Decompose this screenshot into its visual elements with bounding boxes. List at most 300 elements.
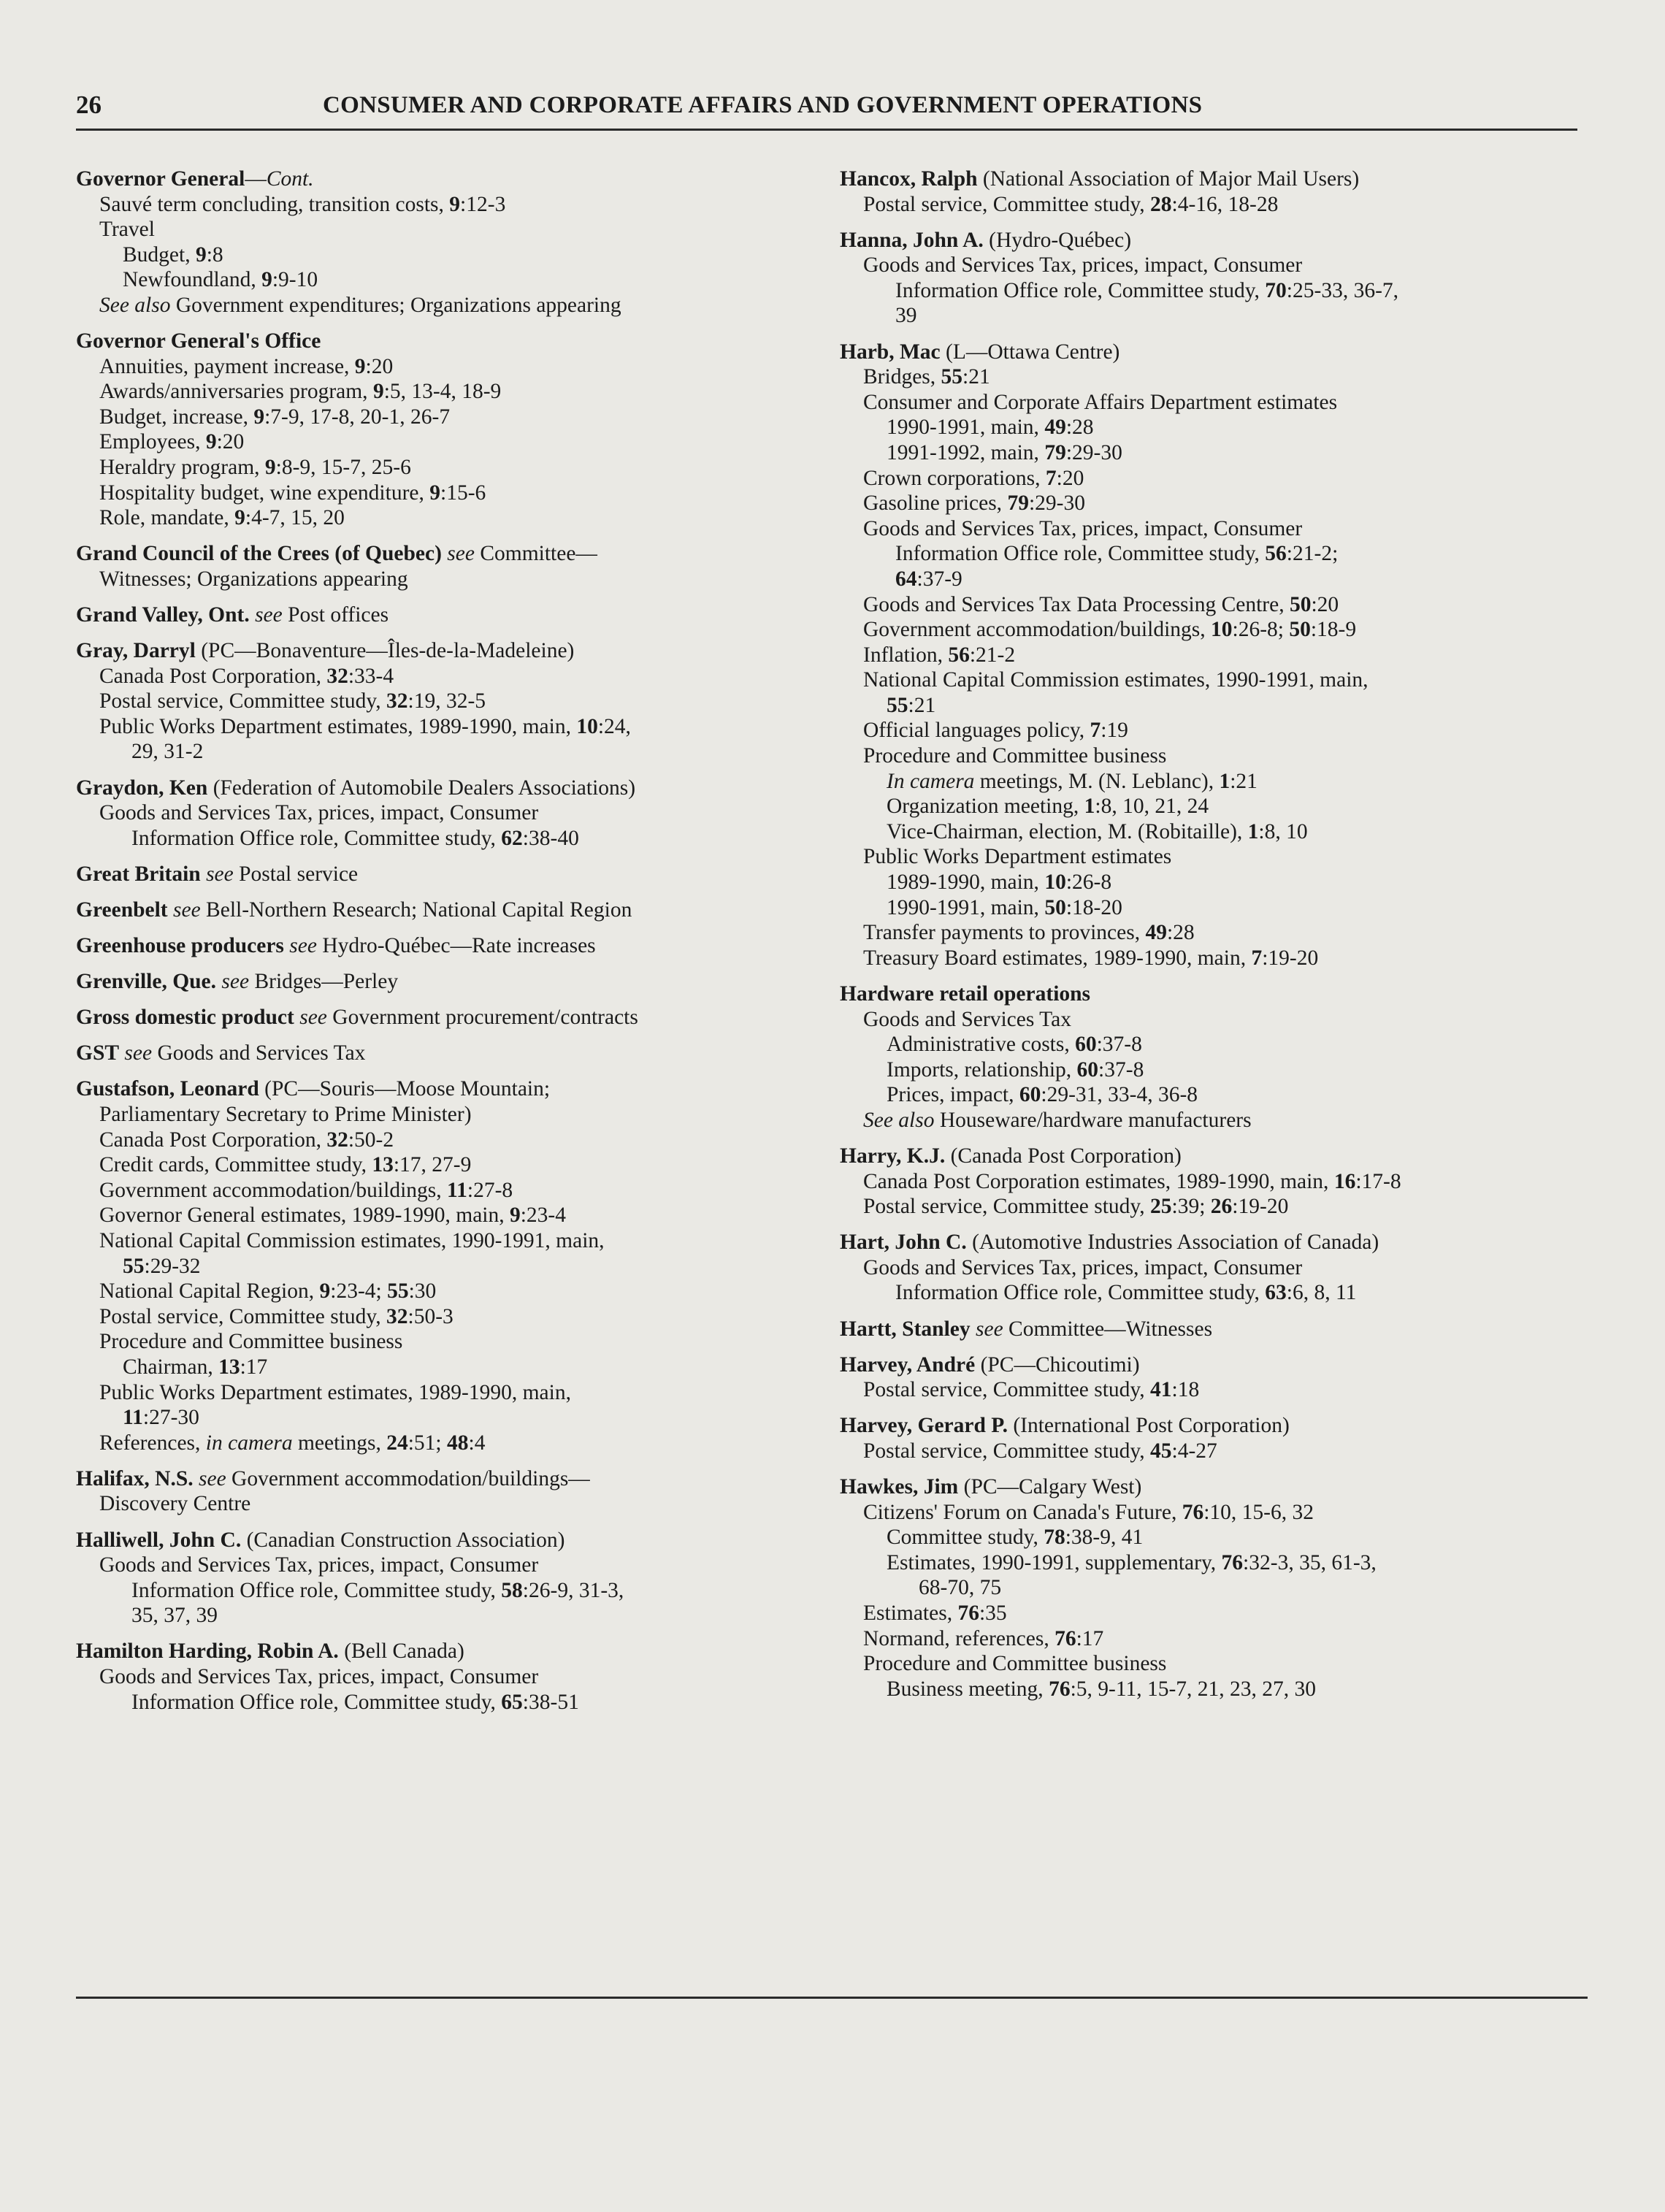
- entry-heading-line: [76, 329, 806, 354]
- text-run: Official languages policy,: [863, 719, 1090, 743]
- text-run: :17: [240, 1355, 268, 1379]
- entry-subline: [76, 505, 806, 531]
- text-run: Goods and Services Tax, prices, impact, Consumer: [863, 253, 1303, 278]
- text-run: (Canada Post Corporation): [945, 1144, 1182, 1168]
- bold-text: 79: [1007, 491, 1029, 516]
- text-run: :7-9, 17-8, 20-1, 26-7: [264, 405, 451, 429]
- entry-subline: [840, 1255, 1570, 1281]
- entry-subline: [840, 1651, 1570, 1677]
- entry-subline: [76, 1128, 806, 1153]
- bold-text: Greenhouse producers: [76, 934, 284, 958]
- text-run: :27-30: [142, 1406, 199, 1430]
- text-run: :30: [408, 1279, 437, 1304]
- bold-text: 50: [1289, 618, 1311, 642]
- entry-subline: [840, 1194, 1570, 1220]
- text-run: Public Works Department estimates, 1989-1990, main,: [99, 1380, 571, 1404]
- italic-text: See also: [99, 293, 171, 317]
- text-run: :19, 32-5: [407, 689, 486, 713]
- entry-subline: [76, 1254, 806, 1279]
- text-run: :8, 10, 21, 24: [1095, 795, 1209, 819]
- entry-subline: [840, 1439, 1570, 1464]
- entry-subline: [76, 1491, 806, 1517]
- text-run: :17-8: [1355, 1169, 1401, 1193]
- index-entry: [76, 1041, 806, 1066]
- text-run: Government accommodation/buildings,: [863, 618, 1212, 642]
- entry-subline: [840, 819, 1570, 845]
- bold-text: Graydon, Ken: [76, 776, 208, 800]
- bold-text: Gray, Darryl: [76, 639, 196, 663]
- entry-subline: [840, 617, 1570, 643]
- text-run: :28: [1065, 416, 1094, 440]
- text-run: :32-3, 35, 61-3,: [1243, 1550, 1377, 1574]
- index-entry: [76, 898, 806, 923]
- text-run: :9-10: [272, 268, 318, 292]
- text-run: :21: [962, 365, 990, 389]
- text-run: :20: [216, 430, 245, 454]
- bold-text: 76: [1049, 1677, 1071, 1701]
- text-run: :20: [1311, 592, 1339, 616]
- text-run: meetings,: [292, 1431, 387, 1455]
- text-run: National Capital Commission estimates, 1990-1991, main,: [99, 1228, 605, 1252]
- index-entry: [840, 1144, 1570, 1220]
- bold-text: Hamilton Harding, Robin A.: [76, 1639, 339, 1664]
- entry-subline: [840, 592, 1570, 618]
- text-run: Crown corporations,: [863, 466, 1046, 490]
- text-run: Canada Post Corporation estimates, 1989-1990, main,: [863, 1169, 1334, 1193]
- text-run: (PC—Souris—Moose Mountain;: [259, 1077, 551, 1101]
- text-run: (International Post Corporation): [1007, 1414, 1290, 1438]
- entry-subline: [76, 800, 806, 826]
- bold-text: Halliwell, John C.: [76, 1528, 242, 1552]
- bold-text: 55: [941, 365, 963, 389]
- text-run: Government procurement/contracts: [326, 1006, 638, 1030]
- text-run: :4-27: [1171, 1439, 1217, 1463]
- index-entry: [840, 228, 1570, 329]
- text-run: Goods and Services Tax Data Processing Centre,: [863, 592, 1290, 616]
- bold-text: 41: [1150, 1378, 1172, 1402]
- bold-text: Hartt, Stanley: [840, 1317, 971, 1341]
- text-run: :27-8: [467, 1178, 513, 1202]
- entry-subline: [840, 516, 1570, 542]
- entry-heading-line: [76, 167, 806, 192]
- entry-subline: [76, 1405, 806, 1431]
- bold-text: 1: [1219, 769, 1230, 793]
- entry-subline: [76, 1279, 806, 1304]
- text-run: Parliamentary Secretary to Prime Minister): [99, 1103, 472, 1126]
- entry-heading-line: [76, 862, 806, 887]
- bold-text: 7: [1045, 466, 1057, 490]
- index-entry: [76, 933, 806, 959]
- text-run: Inflation,: [863, 643, 949, 667]
- entry-subline: [76, 1304, 806, 1330]
- text-run: :18: [1171, 1378, 1200, 1402]
- text-run: :37-8: [1096, 1033, 1142, 1057]
- bold-text: 62: [501, 826, 523, 850]
- text-run: :28: [1166, 921, 1195, 945]
- entry-heading-line: [76, 1639, 806, 1664]
- text-run: Role, mandate,: [99, 506, 235, 530]
- bold-text: 9: [264, 456, 276, 480]
- entry-heading-line: [840, 167, 1570, 192]
- italic-text: see: [447, 542, 475, 566]
- text-run: [250, 603, 255, 627]
- bold-text: 65: [501, 1690, 523, 1714]
- entry-heading-line: [76, 898, 806, 923]
- entry-subline: [76, 1102, 806, 1128]
- text-run: Travel: [99, 218, 155, 242]
- index-entry: [76, 329, 806, 531]
- text-run: (National Association of Major Mail Users): [977, 167, 1360, 191]
- bold-text: 10: [576, 714, 598, 738]
- italic-text: see: [255, 603, 283, 627]
- entry-subline: [840, 946, 1570, 971]
- index-entry: [840, 1413, 1570, 1463]
- entry-heading-line: [76, 638, 806, 664]
- text-run: :19-20: [1232, 1195, 1289, 1219]
- bold-text: 26: [1210, 1195, 1233, 1219]
- text-run: Credit cards, Committee study,: [99, 1153, 372, 1177]
- entry-subline: [840, 769, 1570, 795]
- text-run: 39: [895, 304, 917, 328]
- text-run: (PC—Bonaventure—Îles-de-la-Madeleine): [195, 639, 575, 663]
- text-run: Postal service, Committee study,: [863, 1195, 1151, 1219]
- index-entry: [840, 340, 1570, 971]
- text-run: :26-9, 31-3,: [522, 1578, 624, 1602]
- bold-text: 13: [372, 1153, 394, 1177]
- text-run: Information Office role, Committee study,: [131, 826, 502, 850]
- index-entry: [76, 862, 806, 887]
- bold-text: 9: [509, 1203, 521, 1228]
- entry-heading-line: [76, 602, 806, 628]
- entry-subline: [840, 440, 1570, 466]
- entry-subline: [76, 714, 806, 740]
- text-run: Goods and Services Tax, prices, impact, Consumer: [99, 801, 539, 825]
- bold-text: Grenville, Que.: [76, 970, 217, 994]
- bold-text: 32: [386, 1304, 408, 1328]
- index-entry: [76, 167, 806, 318]
- text-run: Procedure and Committee business: [99, 1330, 403, 1354]
- bold-text: 7: [1251, 946, 1263, 970]
- bold-text: Great Britain: [76, 862, 201, 886]
- text-run: Treasury Board estimates, 1989-1990, main,: [863, 946, 1252, 970]
- bold-text: Hancox, Ralph: [840, 167, 978, 191]
- entry-subline: [840, 415, 1570, 440]
- index-entry: [76, 638, 806, 765]
- text-run: References,: [99, 1431, 206, 1455]
- entry-subline: [840, 1525, 1570, 1550]
- text-run: Government accommodation/buildings—: [226, 1466, 590, 1490]
- text-run: (Canadian Construction Association): [241, 1528, 565, 1552]
- text-run: (Hydro-Québec): [983, 228, 1132, 252]
- entry-subline: [840, 1500, 1570, 1526]
- index-entry: [76, 1005, 806, 1030]
- index-entry: [840, 1230, 1570, 1306]
- text-run: Goods and Services Tax: [863, 1007, 1071, 1031]
- text-run: (PC—Chicoutimi): [975, 1352, 1140, 1377]
- entry-subline: [840, 693, 1570, 719]
- text-run: Postal service, Committee study,: [863, 1439, 1151, 1463]
- bold-text: 10: [1044, 870, 1066, 895]
- text-run: :51;: [407, 1431, 447, 1455]
- bold-text: 13: [218, 1355, 240, 1379]
- text-run: :17, 27-9: [393, 1153, 472, 1177]
- bold-text: 76: [1182, 1500, 1204, 1524]
- entry-subline: [840, 303, 1570, 329]
- text-run: Annuities, payment increase,: [99, 354, 355, 378]
- italic-text: Cont.: [266, 167, 314, 191]
- bold-text: GST: [76, 1041, 120, 1065]
- entry-subline: [76, 481, 806, 506]
- text-run: Goods and Services Tax, prices, impact, Consumer: [99, 1553, 539, 1577]
- entry-subline: [76, 1178, 806, 1203]
- entry-subline: [840, 1057, 1570, 1083]
- entry-subline: [76, 192, 806, 218]
- text-run: Houseware/hardware manufacturers: [934, 1108, 1252, 1132]
- entry-subline: [840, 1575, 1570, 1601]
- text-run: :8: [206, 242, 223, 267]
- entry-subline: [840, 567, 1570, 592]
- entry-subline: [840, 794, 1570, 819]
- text-run: :19: [1101, 719, 1128, 743]
- text-run: :37-8: [1098, 1057, 1144, 1082]
- bold-text: Grand Council of the Crees (of Quebec): [76, 542, 442, 566]
- entry-subline: [76, 379, 806, 405]
- index-entry: [840, 1352, 1570, 1403]
- text-run: :5, 13-4, 18-9: [383, 380, 502, 404]
- entry-subline: [76, 293, 806, 318]
- text-run: Awards/anniversaries program,: [99, 380, 373, 404]
- entry-heading-line: [840, 228, 1570, 253]
- index-column-left: [76, 167, 806, 1726]
- footer-rule: [76, 1997, 1588, 1999]
- text-run: Government expenditures; Organizations appearing: [170, 293, 621, 317]
- bold-text: 1: [1247, 819, 1259, 843]
- italic-text: see: [206, 862, 234, 886]
- text-run: :33-4: [348, 664, 394, 688]
- bold-text: Hart, John C.: [840, 1231, 967, 1255]
- text-run: :35: [979, 1601, 1007, 1625]
- entry-subline: [76, 455, 806, 481]
- text-run: Administrative costs,: [887, 1033, 1076, 1057]
- bold-text: 9: [354, 354, 366, 378]
- text-run: :29-32: [144, 1254, 201, 1278]
- bold-text: Greenbelt: [76, 898, 168, 922]
- text-run: :38-51: [522, 1690, 579, 1714]
- text-run: 1990-1991, main,: [887, 895, 1045, 919]
- entry-subline: [76, 267, 806, 293]
- text-run: 29, 31-2: [131, 740, 204, 764]
- text-run: —: [245, 167, 267, 191]
- entry-subline: [840, 1550, 1570, 1576]
- entry-subline: [840, 491, 1570, 516]
- text-run: [201, 862, 206, 886]
- text-run: Normand, references,: [863, 1626, 1055, 1650]
- text-run: Information Office role, Committee study,: [895, 1281, 1266, 1305]
- entry-subline: [840, 192, 1570, 218]
- index-entry: [76, 1466, 806, 1517]
- text-run: :20: [365, 354, 394, 378]
- text-run: Vice-Chairman, election, M. (Robitaille),: [887, 819, 1248, 843]
- entry-subline: [840, 920, 1570, 946]
- italic-text: see: [199, 1466, 226, 1490]
- bold-text: 9: [205, 430, 217, 454]
- bold-text: 49: [1044, 416, 1066, 440]
- index-entry: [76, 1076, 806, 1455]
- bold-text: 76: [1054, 1626, 1076, 1650]
- italic-text: see: [173, 898, 201, 922]
- text-run: :25-33, 36-7,: [1286, 278, 1399, 302]
- text-run: Postal service, Committee study,: [863, 192, 1151, 216]
- text-run: :21: [908, 693, 936, 717]
- bold-text: 78: [1044, 1526, 1065, 1550]
- entry-subline: [76, 242, 806, 268]
- text-run: National Capital Region,: [99, 1279, 320, 1304]
- bold-text: Hanna, John A.: [840, 228, 984, 252]
- entry-heading-line: [840, 1474, 1570, 1500]
- italic-text: In camera: [887, 769, 975, 793]
- text-run: :4: [468, 1431, 486, 1455]
- index-entry: [76, 602, 806, 628]
- entry-heading-line: [76, 933, 806, 959]
- entry-subline: [840, 667, 1570, 693]
- entry-heading-line: [76, 1466, 806, 1492]
- bold-text: Gustafson, Leonard: [76, 1077, 259, 1101]
- index-column-right: [840, 167, 1570, 1712]
- entry-subline: [840, 1108, 1570, 1133]
- text-run: :8, 10: [1258, 819, 1308, 843]
- text-run: Citizens' Forum on Canada's Future,: [863, 1500, 1182, 1524]
- text-run: :26-8: [1065, 870, 1112, 895]
- index-entry: [840, 167, 1570, 217]
- bold-text: 24: [386, 1431, 408, 1455]
- text-run: :21-2;: [1286, 542, 1339, 566]
- entry-subline: [840, 1169, 1570, 1195]
- text-run: :39;: [1171, 1195, 1211, 1219]
- entry-subline: [76, 1152, 806, 1178]
- entry-subline: [76, 1203, 806, 1228]
- text-run: Canada Post Corporation,: [99, 664, 327, 688]
- entry-subline: [840, 643, 1570, 668]
- entry-subline: [840, 1677, 1570, 1702]
- bold-text: 45: [1150, 1439, 1172, 1463]
- bold-text: 9: [195, 242, 207, 267]
- text-run: Business meeting,: [887, 1677, 1049, 1701]
- page-number: 26: [76, 91, 102, 119]
- text-run: meetings, M. (N. Leblanc),: [974, 769, 1220, 793]
- entry-subline: [840, 466, 1570, 491]
- bold-text: 25: [1150, 1195, 1172, 1219]
- bold-text: Governor General: [76, 167, 245, 191]
- entry-subline: [840, 1280, 1570, 1306]
- text-run: Imports, relationship,: [887, 1057, 1077, 1082]
- italic-text: see: [221, 970, 250, 994]
- text-run: :6, 8, 11: [1286, 1281, 1357, 1305]
- bold-text: 56: [1265, 542, 1287, 566]
- text-run: Budget,: [123, 242, 196, 267]
- entry-subline: [840, 1032, 1570, 1057]
- text-run: Goods and Services Tax, prices, impact, Consumer: [99, 1664, 539, 1688]
- text-run: :10, 15-6, 32: [1203, 1500, 1314, 1524]
- text-run: :15-6: [440, 481, 486, 505]
- bold-text: Harvey, Gerard P.: [840, 1414, 1008, 1438]
- text-run: :50-2: [348, 1128, 394, 1152]
- bold-text: Grand Valley, Ont.: [76, 603, 250, 627]
- text-run: (Automotive Industries Association of Canada): [966, 1231, 1379, 1255]
- entry-subline: [76, 1329, 806, 1355]
- bold-text: 55: [887, 693, 908, 717]
- text-run: Committee—Witnesses: [1003, 1317, 1213, 1341]
- bold-text: 28: [1150, 192, 1172, 216]
- entry-subline: [76, 429, 806, 455]
- entry-subline: [76, 1603, 806, 1629]
- text-run: Sauvé term concluding, transition costs,: [99, 192, 450, 216]
- index-entry: [76, 1639, 806, 1715]
- entry-subline: [76, 405, 806, 430]
- italic-text: in camera: [205, 1431, 293, 1455]
- entry-heading-line: [76, 1528, 806, 1553]
- italic-text: see: [299, 1006, 327, 1030]
- entry-subline: [840, 870, 1570, 895]
- entry-subline: [840, 743, 1570, 769]
- text-run: Estimates,: [863, 1601, 958, 1625]
- entry-subline: [840, 278, 1570, 304]
- entry-heading-line: [840, 1317, 1570, 1342]
- bold-text: Governor General's Office: [76, 329, 321, 353]
- text-run: :4-7, 15, 20: [245, 506, 345, 530]
- bold-text: 9: [253, 405, 265, 429]
- text-run: Witnesses; Organizations appearing: [99, 567, 408, 591]
- entry-subline: [76, 354, 806, 380]
- bold-text: 60: [1075, 1033, 1097, 1057]
- entry-heading-line: [76, 541, 806, 567]
- bold-text: 76: [957, 1601, 979, 1625]
- bold-text: 7: [1090, 719, 1101, 743]
- running-header: [76, 89, 1574, 130]
- index-entry: [840, 1317, 1570, 1342]
- running-head-title: CONSUMER AND CORPORATE AFFAIRS AND GOVERNMENT OPERATIONS: [323, 92, 1203, 118]
- entry-heading-line: [840, 1413, 1570, 1439]
- text-run: Estimates, 1990-1991, supplementary,: [887, 1550, 1222, 1574]
- text-run: 68-70, 75: [919, 1576, 1002, 1600]
- text-run: [168, 898, 173, 922]
- header-rule: [76, 129, 1577, 131]
- bold-text: 48: [447, 1431, 469, 1455]
- text-run: Budget, increase,: [99, 405, 254, 429]
- text-run: :21-2: [969, 643, 1016, 667]
- entry-subline: [840, 1007, 1570, 1033]
- entry-subline: [76, 826, 806, 851]
- entry-heading-line: [840, 1352, 1570, 1378]
- text-run: Information Office role, Committee study,: [895, 278, 1266, 302]
- text-run: :23-4: [520, 1203, 567, 1228]
- text-run: Information Office role, Committee study,: [131, 1578, 502, 1602]
- text-run: (PC—Calgary West): [958, 1475, 1142, 1499]
- bold-text: 9: [234, 506, 245, 530]
- text-run: :17: [1076, 1626, 1104, 1650]
- text-run: Prices, impact,: [887, 1083, 1019, 1107]
- entry-subline: [76, 689, 806, 714]
- text-run: Procedure and Committee business: [863, 1652, 1167, 1676]
- bold-text: 56: [948, 643, 970, 667]
- index-entry: [840, 981, 1570, 1133]
- text-run: Consumer and Corporate Affairs Department estimates: [863, 390, 1338, 414]
- entry-heading-line: [840, 1230, 1570, 1255]
- text-run: :5, 9-11, 15-7, 21, 23, 27, 30: [1070, 1677, 1317, 1701]
- text-run: Goods and Services Tax, prices, impact, Consumer: [863, 1255, 1303, 1279]
- bold-text: Hawkes, Jim: [840, 1475, 959, 1499]
- text-run: Gasoline prices,: [863, 491, 1008, 516]
- text-run: Bridges,: [863, 365, 941, 389]
